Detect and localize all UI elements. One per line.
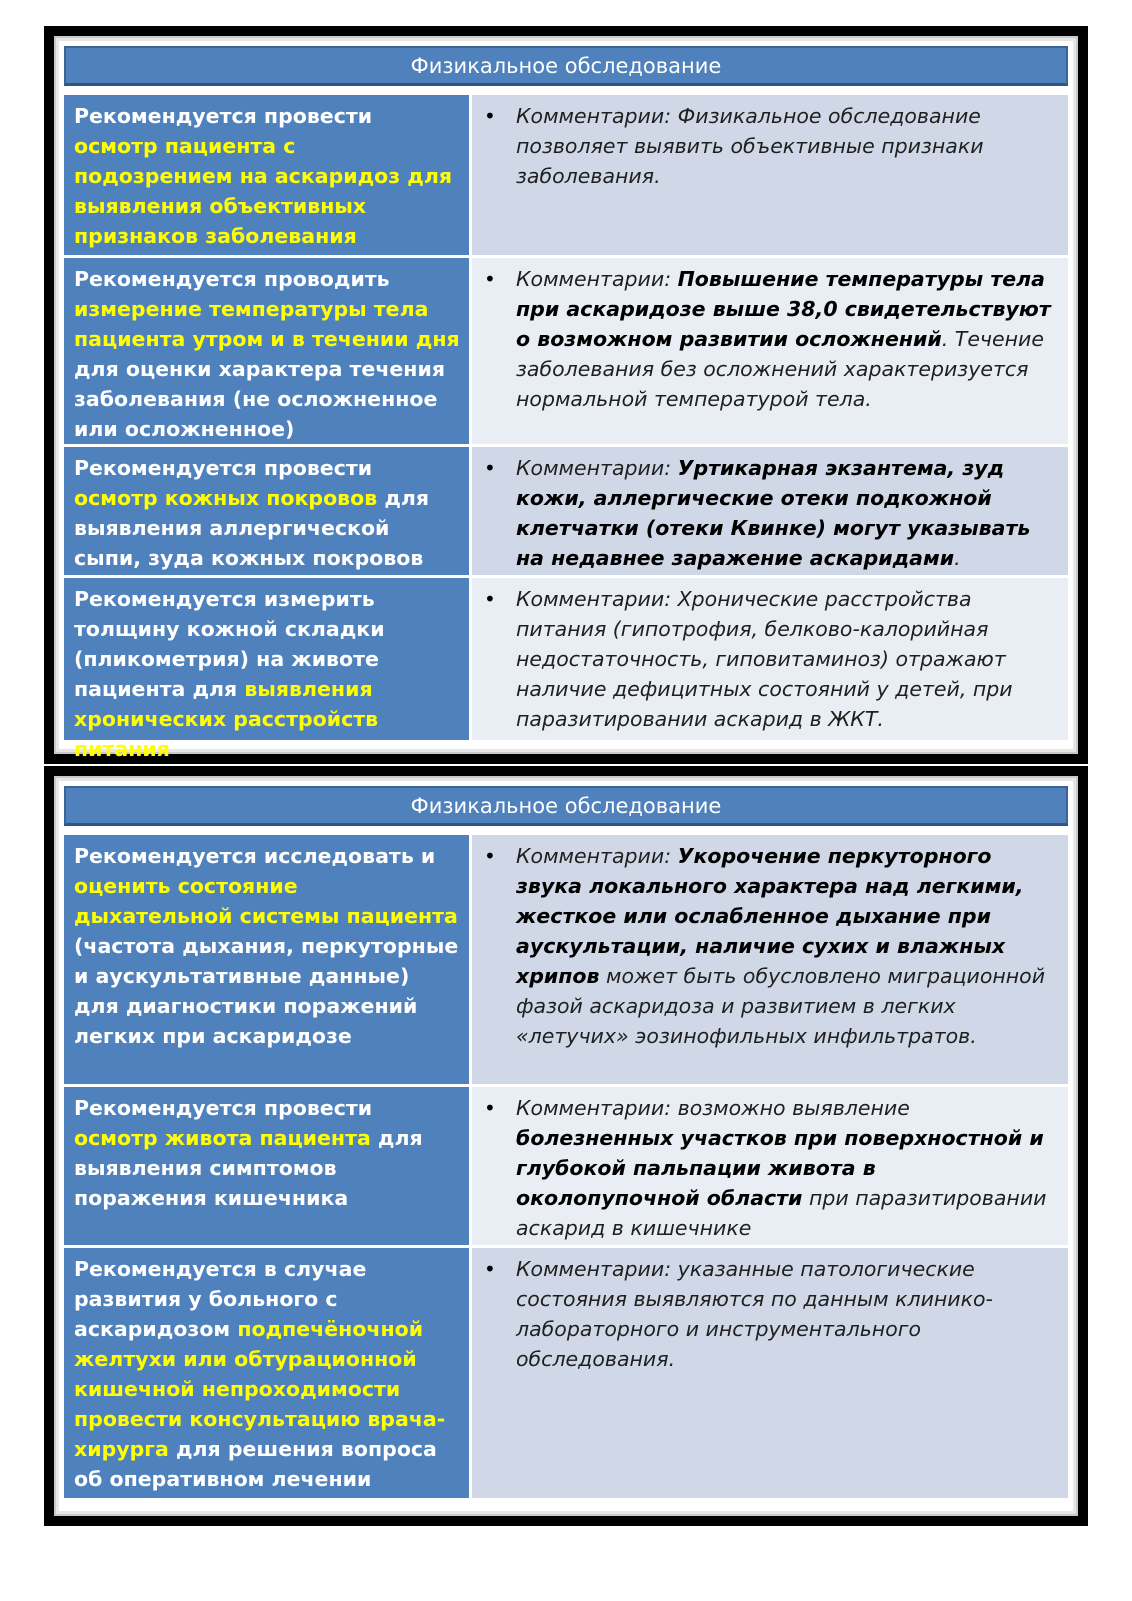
bullet-icon: • (484, 1257, 496, 1281)
text-segment: для выявления симптомов поражения кишечника (74, 1126, 423, 1210)
text-segment: Комментарии: (516, 267, 678, 291)
recommendation-cell (64, 1087, 472, 1245)
bold-text: Укорочение перкуторного звука локального характера над легкими, жесткое или ослабленное дыхание при аускультации, наличие сухих и влажных хрипов (516, 844, 1024, 988)
text-segment: Рекомендуется исследовать и (74, 844, 436, 868)
recommendation-cell (64, 258, 472, 444)
panel-2-frame (54, 776, 1078, 1516)
text-segment: может быть обусловлено миграционной фазой аскаридоза и развитием в легких «летучих» эозинофильных инфильтратов. (516, 964, 1046, 1048)
text-segment: . (954, 546, 961, 570)
table-row (64, 447, 1068, 578)
panel-1-sheet (64, 46, 1068, 761)
text-segment: Рекомендуется провести (74, 456, 373, 480)
comment-cell (472, 1087, 1068, 1245)
text-segment: Комментарии: Хронические расстройства питания (гипотрофия, белково-калорийная недостаточность, гиповитаминоз) отражают наличие дефицитных состояний у детей, при паразитировании аскарид в ЖКТ. (516, 587, 1013, 731)
bullet-icon: • (484, 267, 496, 291)
text-segment: Комментарии: (516, 844, 678, 868)
table-row (64, 1248, 1068, 1498)
highlighted-text: измерение температуры тела пациента утром и в течении дня (74, 297, 460, 351)
bullet-icon: • (484, 844, 496, 868)
comment-text (516, 104, 984, 188)
text-segment: для выявления аллергической сыпи, зуда кожных покровов (74, 486, 430, 570)
bullet-icon: • (484, 104, 496, 128)
text-segment: для оценки характера течения заболевания (не осложненное или осложненное) (74, 357, 445, 441)
panel-1 (44, 26, 1088, 764)
bold-text: Повышение температуры тела при аскаридозе выше 38,0 свидетельствуют о возможном развитии осложнений (516, 267, 1051, 351)
panel-1-title: Физикальное обследование (64, 46, 1068, 86)
text-segment: для решения вопроса об оперативном лечении (74, 1437, 437, 1491)
text-segment: Рекомендуется измерить толщину кожной складки (пликометрия) на животе пациента для (74, 587, 385, 701)
comment-text (516, 1096, 1046, 1240)
table-row (64, 95, 1068, 258)
text-segment: Рекомендуется проводить (74, 267, 390, 291)
table-row (64, 578, 1068, 761)
recommendation-cell (64, 835, 472, 1084)
comment-cell (472, 578, 1068, 740)
text-segment: Рекомендуется провести (74, 104, 373, 128)
comment-cell (472, 95, 1068, 255)
table-row (64, 258, 1068, 447)
text-segment: Комментарии: указанные патологические состояния выявляются по данным клинико-лабораторного и инструментального обследования. (516, 1257, 993, 1371)
recommendation-cell (64, 95, 472, 255)
highlighted-text: осмотр кожных покровов (74, 486, 378, 510)
text-segment: . Течение заболевания без осложнений характеризуется нормальной температурой тела. (516, 327, 1044, 411)
table-row (64, 1087, 1068, 1248)
comment-text (516, 456, 1030, 570)
comment-cell (472, 1248, 1068, 1498)
comment-text (516, 267, 1051, 411)
comment-cell (472, 447, 1068, 575)
table-row (64, 835, 1068, 1087)
comment-text (516, 844, 1045, 1048)
recommendation-cell (64, 1248, 472, 1498)
comment-text (516, 587, 1013, 731)
text-segment: Рекомендуется провести (74, 1096, 373, 1120)
highlighted-text: осмотр живота пациента (74, 1126, 371, 1150)
comment-text (516, 1257, 993, 1371)
comment-cell (472, 835, 1068, 1084)
panel-2-title: Физикальное обследование (64, 786, 1068, 826)
panel-1-frame (54, 36, 1078, 761)
recommendation-cell (64, 578, 472, 761)
bold-text: Уртикарная экзантема, зуд кожи, аллергические отеки подкожной клетчатки (отеки Квинке) могут указывать на недавнее заражение аскаридами (516, 456, 1031, 570)
bold-text: болезненных участков при поверхностной и глубокой пальпации живота в околопупочной области (516, 1126, 1044, 1210)
recommendation-cell (64, 447, 472, 575)
bullet-icon: • (484, 1096, 496, 1120)
panel-2 (44, 766, 1088, 1526)
panel-2-sheet (64, 786, 1068, 1508)
text-segment: Комментарии: (516, 456, 678, 480)
highlighted-text: оценить состояние дыхательной системы пациента (74, 874, 458, 928)
highlighted-text: выявления хронических расстройств питания (74, 677, 379, 761)
text-segment: Рекомендуется в случае развития у больного с аскаридозом (74, 1257, 367, 1341)
text-segment: при паразитировании аскарид в кишечнике (516, 1186, 1047, 1240)
text-segment: (частота дыхания, перкуторные и аускультативные данные) для диагностики поражений легких при аскаридозе (74, 934, 459, 1048)
highlighted-text: подпечёночной желтухи или обтурационной кишечной непроходимости провести консультацию врача-хирурга (74, 1317, 446, 1461)
bullet-icon: • (484, 587, 496, 611)
bullet-icon: • (484, 456, 496, 480)
comment-cell (472, 258, 1068, 444)
highlighted-text: осмотр пациента с подозрением на аскаридоз для выявления объективных признаков заболевания (74, 134, 453, 248)
text-segment: Комментарии: Физикальное обследование позволяет выявить объективные признаки заболевания. (516, 104, 984, 188)
text-segment: Комментарии: возможно выявление (516, 1096, 910, 1120)
